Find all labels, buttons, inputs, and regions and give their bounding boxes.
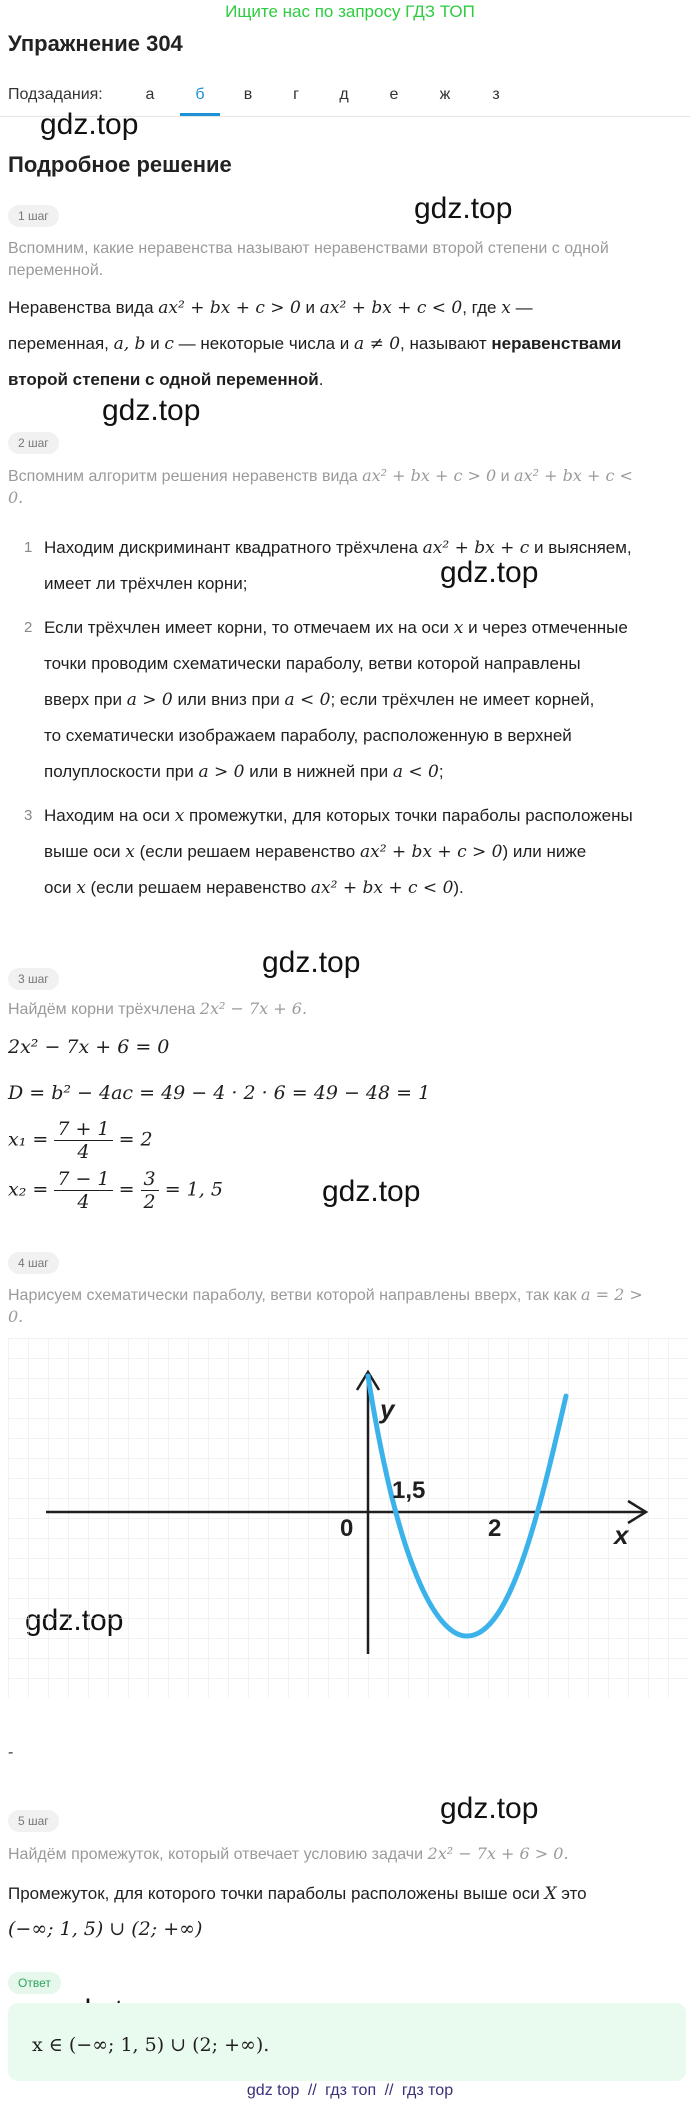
text: (если решаем неравенство	[139, 842, 356, 861]
discriminant-equation: D = b² − 4ac = 49 − 4 · 2 · 6 = 49 − 48 = 1	[8, 1082, 431, 1104]
text: Вспомним алгоритм решения неравенств вида	[8, 468, 358, 485]
page-title: Упражнение 304	[8, 31, 183, 56]
text: это	[561, 1884, 587, 1903]
root-x1-equation	[8, 1118, 153, 1163]
formula: a > 0	[198, 762, 245, 782]
list-item-line	[44, 682, 694, 718]
subtask-tab-e[interactable]: е	[389, 86, 399, 103]
fraction	[54, 1168, 112, 1213]
text: или в нижней при	[249, 762, 389, 781]
text: полуплоскости при	[44, 762, 194, 781]
x-axis-label: x	[614, 1520, 629, 1550]
formula: x	[76, 878, 86, 898]
numerator: 7 − 1	[54, 1168, 112, 1191]
text: и	[500, 468, 510, 485]
fraction	[54, 1118, 112, 1163]
text: переменная,	[8, 334, 109, 353]
formula: a, b	[113, 334, 146, 354]
text: , где	[462, 298, 497, 317]
list-number: 2	[24, 619, 33, 636]
text: ).	[453, 878, 464, 897]
root-x2-equation	[8, 1168, 223, 1213]
text: ;	[438, 762, 444, 781]
answer-text: x ∈ (−∞; 1, 5) ∪ (2; +∞).	[32, 2034, 270, 2056]
formula: ax² + bx + c < 0	[310, 878, 454, 898]
text: Находим на оси	[44, 806, 170, 825]
text: Нарисуем схематически параболу, ветви которой направлены вверх, так как	[8, 1287, 577, 1304]
step-hint: Вспомним, какие неравенства называют неравенствами второй степени с одной переменной.	[8, 240, 609, 279]
formula: ax² + bx + c <	[514, 466, 633, 485]
list-item-line: имеет ли трёхчлен корни;	[44, 574, 248, 593]
step-badge: 3 шаг	[8, 968, 59, 990]
formula: a ≠ 0	[354, 334, 401, 354]
formula: ax² + bx + c	[422, 538, 530, 558]
text: — некоторые числа и	[178, 334, 350, 353]
formula: 2x² − 7x + 6.	[199, 999, 308, 1018]
formula: ax² + bx + c > 0	[359, 842, 503, 862]
step-badge: 4 шаг	[8, 1252, 59, 1274]
list-item	[44, 798, 694, 834]
solution-title: Подробное решение	[8, 152, 232, 177]
step-hint	[8, 1306, 23, 1329]
formula: a < 0	[284, 690, 331, 710]
root1-label: 1,5	[392, 1477, 426, 1504]
formula: ax² + bx + c > 0	[362, 466, 497, 485]
list-item-line	[44, 754, 694, 790]
subtask-tab-d[interactable]: д	[339, 86, 349, 103]
step-hint	[8, 465, 688, 488]
bold-term: неравенствами	[491, 334, 622, 353]
rhs: = 1, 5	[164, 1178, 223, 1201]
interval-result: (−∞; 1, 5) ∪ (2; +∞)	[8, 1918, 203, 1940]
lhs: x₁ =	[8, 1128, 49, 1151]
denominator: 2	[143, 1191, 156, 1213]
text: и	[150, 334, 160, 353]
search-banner: Ищите нас по запросу ГДЗ ТОП	[225, 2, 475, 21]
formula: 0.	[8, 1307, 24, 1326]
text: Найдём промежуток, который отвечает условию задачи	[8, 1846, 424, 1863]
watermark: gdz.top	[414, 192, 513, 225]
step-badge: 5 шаг	[8, 1810, 59, 1832]
list-item-line: то схематически изображаем параболу, расположенную в верхней	[44, 726, 572, 745]
numerator: 7 + 1	[54, 1118, 112, 1141]
list-item	[44, 530, 694, 566]
step-text	[8, 290, 688, 326]
text: промежутки, для которых точки параболы расположены	[189, 806, 633, 825]
separator-dash: -	[8, 1744, 14, 1761]
denominator: 4	[77, 1191, 90, 1213]
text: , называют	[400, 334, 487, 353]
footer-separator: //	[384, 2082, 394, 2099]
watermark: gdz.top	[322, 1175, 421, 1208]
step-hint	[8, 487, 23, 510]
formula: 2x² − 7x + 6 > 0.	[427, 1844, 569, 1863]
text: ; если трёхчлен не имеет корней,	[330, 690, 595, 709]
footer-link[interactable]: гдз тор	[401, 2082, 454, 2099]
step-hint	[8, 1843, 688, 1866]
subtask-tab-z[interactable]: з	[492, 86, 500, 103]
subtask-tab-v[interactable]: в	[243, 86, 253, 103]
list-number: 1	[24, 539, 33, 556]
text: вверх при	[44, 690, 122, 709]
subtask-tab-b[interactable]: б	[195, 86, 205, 103]
text: и выясняем,	[534, 538, 632, 557]
text: выше оси	[44, 842, 121, 861]
step-text	[8, 326, 688, 362]
footer-separator: //	[307, 2082, 317, 2099]
rhs: = 2	[118, 1128, 153, 1151]
step-text	[8, 362, 688, 398]
parabola-graph	[8, 1338, 688, 1698]
text: Промежуток, для которого точки параболы расположены выше оси	[8, 1884, 540, 1903]
text: и	[305, 298, 315, 317]
watermark: gdz.top	[102, 394, 201, 427]
formula: a < 0	[392, 762, 439, 782]
list-item-line	[44, 870, 694, 906]
denominator: 4	[77, 1141, 90, 1163]
footer-links	[0, 2082, 700, 2100]
watermark: gdz.top	[40, 108, 139, 141]
list-item-line	[44, 834, 694, 870]
step-hint	[8, 1284, 688, 1307]
formula: a > 0	[126, 690, 173, 710]
subtask-tab-g[interactable]: г	[293, 86, 299, 103]
text: Находим дискриминант квадратного трёхчлена	[44, 538, 418, 557]
numerator: 3	[141, 1168, 159, 1191]
text: Неравенства вида	[8, 298, 154, 317]
text: оси	[44, 878, 72, 897]
subtasks-label: Подзадания:	[8, 86, 103, 103]
formula: c	[164, 334, 174, 354]
text: (если решаем неравенство	[90, 878, 307, 897]
footer-link[interactable]: гдз топ	[325, 2082, 377, 2099]
equals: =	[118, 1178, 135, 1201]
origin-label: 0	[340, 1515, 354, 1542]
root2-label: 2	[488, 1515, 502, 1542]
subtask-tab-zh[interactable]: ж	[439, 86, 451, 103]
lhs: x₂ =	[8, 1178, 49, 1201]
text: Если трёхчлен имеет корни, то отмечаем их на оси	[44, 618, 449, 637]
fraction	[141, 1168, 159, 1213]
step-badge: 1 шаг	[8, 205, 59, 227]
step-text	[8, 1876, 688, 1912]
text: ) или ниже	[502, 842, 587, 861]
formula: ax² + bx + c > 0	[158, 298, 301, 318]
answer-badge: Ответ	[8, 1972, 61, 1994]
text: и через отмеченные	[468, 618, 628, 637]
subtask-tab-a[interactable]: а	[145, 86, 155, 103]
text: Найдём корни трёхчлена	[8, 1001, 196, 1018]
list-item	[44, 610, 694, 646]
formula: 0.	[8, 488, 24, 507]
formula: x	[174, 806, 185, 826]
formula: x	[125, 842, 135, 862]
text: или вниз при	[177, 690, 280, 709]
formula: x	[453, 618, 464, 638]
list-item-line: точки проводим схематически параболу, ветви которой направлены	[44, 654, 581, 673]
formula: ax² + bx + c < 0	[319, 298, 463, 318]
text: —	[515, 298, 533, 317]
list-number: 3	[24, 807, 33, 824]
text: .	[318, 370, 324, 389]
y-axis-label: y	[380, 1394, 395, 1424]
formula: a = 2 >	[581, 1285, 643, 1304]
equation: 2x² − 7x + 6 = 0	[8, 1036, 170, 1058]
formula: X	[544, 1884, 557, 1904]
formula: x	[501, 298, 511, 318]
step-hint	[8, 998, 688, 1021]
step-badge: 2 шаг	[8, 432, 59, 454]
watermark: gdz.top	[262, 946, 361, 979]
bold-term: второй степени с одной переменной	[8, 370, 319, 389]
watermark: gdz.top	[440, 1792, 539, 1825]
watermark: gdz.top	[440, 556, 539, 589]
footer-link[interactable]: gdz top	[246, 2082, 300, 2099]
